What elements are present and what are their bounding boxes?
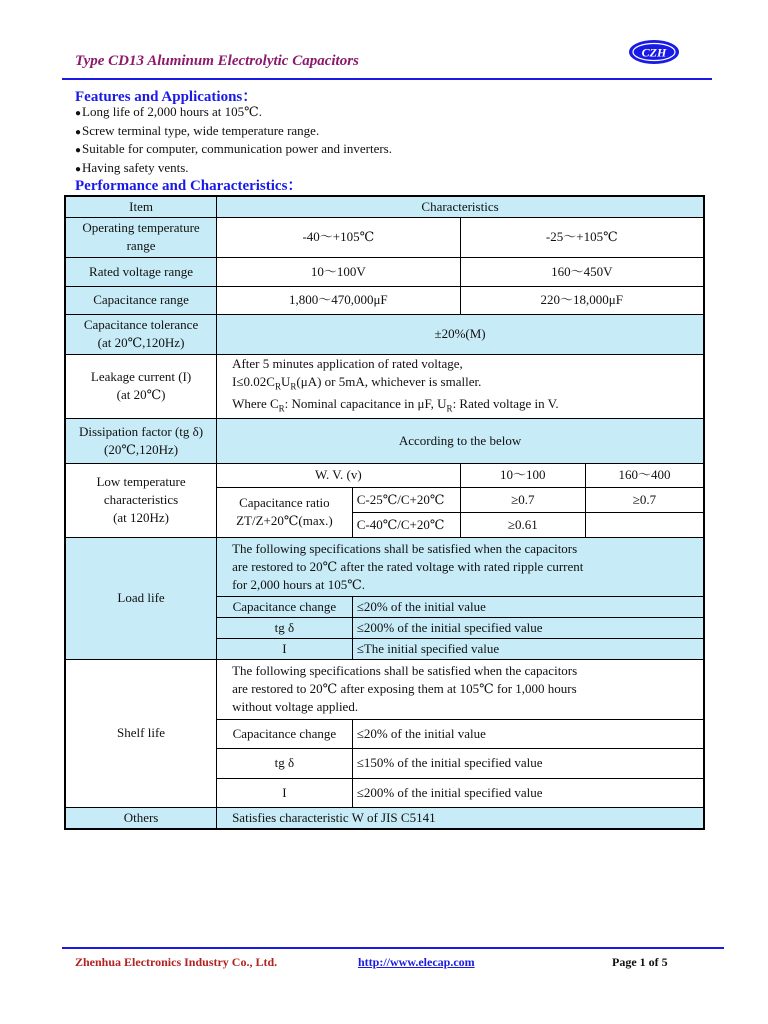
low-temp-label-line2: characteristics	[103, 492, 179, 508]
characteristics-table	[64, 195, 705, 830]
op-temp-label: Operating temperature range	[65, 217, 217, 257]
op-temp-value-2: -25～+105℃	[460, 217, 704, 257]
low-temp-row1-value2: ≥0.7	[585, 487, 704, 512]
load-life-value: ≤200% of the initial specified value	[352, 617, 704, 638]
leakage-label-line2: (at 20℃)	[116, 387, 166, 403]
footer-page-number: Page 1 of 5	[612, 955, 668, 969]
low-temp-row1-label: C-25℃/C+20℃	[352, 487, 460, 512]
shelf-life-line3: without voltage applied.	[232, 699, 359, 715]
load-life-description	[217, 537, 704, 596]
svg-text:CZH: CZH	[641, 45, 667, 60]
performance-heading: Performance and Characteristics：	[75, 178, 303, 194]
low-temp-col1-header: 10～100	[460, 463, 585, 487]
op-temp-value-1: -40～+105℃	[217, 217, 460, 257]
cap-tol-label	[65, 314, 217, 354]
cap-range-value-2: 220～18,000μF	[460, 286, 704, 314]
dissipation-value: According to the below	[217, 418, 704, 463]
features-list	[75, 104, 392, 178]
load-life-line2: are restored to 20℃ after the rated voltage with rated ripple current	[232, 558, 584, 574]
others-label: Others	[65, 807, 217, 829]
leakage-label-line1: Leakage current (I)	[90, 369, 192, 385]
cap-range-label: Capacitance range	[65, 286, 217, 314]
features-heading: Features and Applications：	[75, 89, 258, 105]
header-divider	[62, 78, 712, 80]
footer-company: Zhenhua Electronics Industry Co., Ltd.	[75, 955, 278, 969]
cap-tol-label-line1: Capacitance tolerance	[83, 317, 199, 332]
feature-item: ● Having safety vents.	[75, 160, 392, 179]
dissipation-label-line2: (20℃,120Hz)	[103, 441, 179, 457]
shelf-life-value: ≤20% of the initial value	[352, 719, 704, 748]
low-temp-label	[65, 463, 217, 537]
low-temp-col2-header: 160～400	[585, 463, 704, 487]
load-life-value: ≤20% of the initial value	[352, 596, 704, 617]
low-temp-row2-value2	[585, 512, 704, 537]
shelf-life-label: Shelf life	[65, 659, 217, 807]
document-title: Type CD13 Aluminum Electrolytic Capacitors	[75, 53, 359, 69]
feature-item: ● Screw terminal type, wide temperature range.	[75, 123, 392, 142]
load-life-line3: for 2,000 hours at 105℃.	[232, 576, 366, 592]
low-temp-wv-header: W. V. (v)	[217, 463, 460, 487]
dissipation-label-line1: Dissipation factor (tg δ)	[78, 423, 204, 439]
rated-voltage-value-2: 160～450V	[460, 257, 704, 286]
footer-url-link[interactable]: http://www.elecap.com	[358, 955, 475, 969]
cap-tol-value: ±20%(M)	[217, 314, 704, 354]
shelf-life-value: ≤150% of the initial specified value	[352, 748, 704, 778]
rated-voltage-label: Rated voltage range	[65, 257, 217, 286]
load-life-label: Load life	[65, 537, 217, 659]
shelf-life-description	[217, 659, 704, 719]
feature-item: ● Long life of 2,000 hours at 105℃.	[75, 104, 392, 123]
company-logo	[627, 38, 681, 66]
leakage-label	[65, 354, 217, 418]
cap-ratio-label	[217, 487, 353, 537]
leakage-line1: After 5 minutes application of rated voltage,	[232, 355, 463, 371]
dissipation-label	[65, 418, 217, 463]
shelf-life-line1: The following specifications shall be satisfied when the capacitors	[232, 663, 578, 679]
shelf-life-key: Capacitance change	[217, 719, 353, 748]
header-item: Item	[65, 196, 217, 217]
rated-voltage-value-1: 10～100V	[217, 257, 460, 286]
shelf-life-key: I	[217, 778, 353, 807]
load-life-line1: The following specifications shall be satisfied when the capacitors	[232, 540, 578, 556]
footer-divider	[62, 947, 724, 949]
cap-ratio-line2: ZT/Z+20℃(max.)	[236, 513, 333, 529]
others-value: Satisfies characteristic W of JIS C5141	[217, 807, 704, 829]
shelf-life-line2: are restored to 20℃ after exposing them at 105℃ for 1,000 hours	[232, 681, 577, 697]
low-temp-row2-label: C-40℃/C+20℃	[352, 512, 460, 537]
low-temp-label-line3: (at 120Hz)	[113, 510, 170, 526]
leakage-line2: $I\le 0.02C_RU_R(\mu A)$ or 5mA, whichever is smaller.	[232, 373, 482, 392]
shelf-life-key: tg δ	[217, 748, 353, 778]
header-characteristics: Characteristics	[217, 196, 704, 217]
cap-ratio-line1: Capacitance ratio	[239, 495, 330, 511]
low-temp-row2-value1: ≥0.61	[460, 512, 585, 537]
load-life-key: tg δ	[217, 617, 353, 638]
leakage-line3: Where $C_R$: Nominal capacitance in μF, $U_R$: Rated voltage in V.	[232, 396, 559, 414]
load-life-value: ≤The initial specified value	[352, 638, 704, 659]
load-life-key: I	[217, 638, 353, 659]
cap-range-value-1: 1,800～470,000μF	[217, 286, 460, 314]
load-life-key: Capacitance change	[217, 596, 353, 617]
low-temp-row1-value1: ≥0.7	[460, 487, 585, 512]
cap-tol-label-line2: (at 20℃,120Hz)	[97, 335, 185, 350]
leakage-value	[217, 354, 704, 418]
low-temp-label-line1: Low temperature	[96, 474, 186, 490]
feature-item: ● Suitable for computer, communication power and inverters.	[75, 141, 392, 160]
shelf-life-value: ≤200% of the initial specified value	[352, 778, 704, 807]
